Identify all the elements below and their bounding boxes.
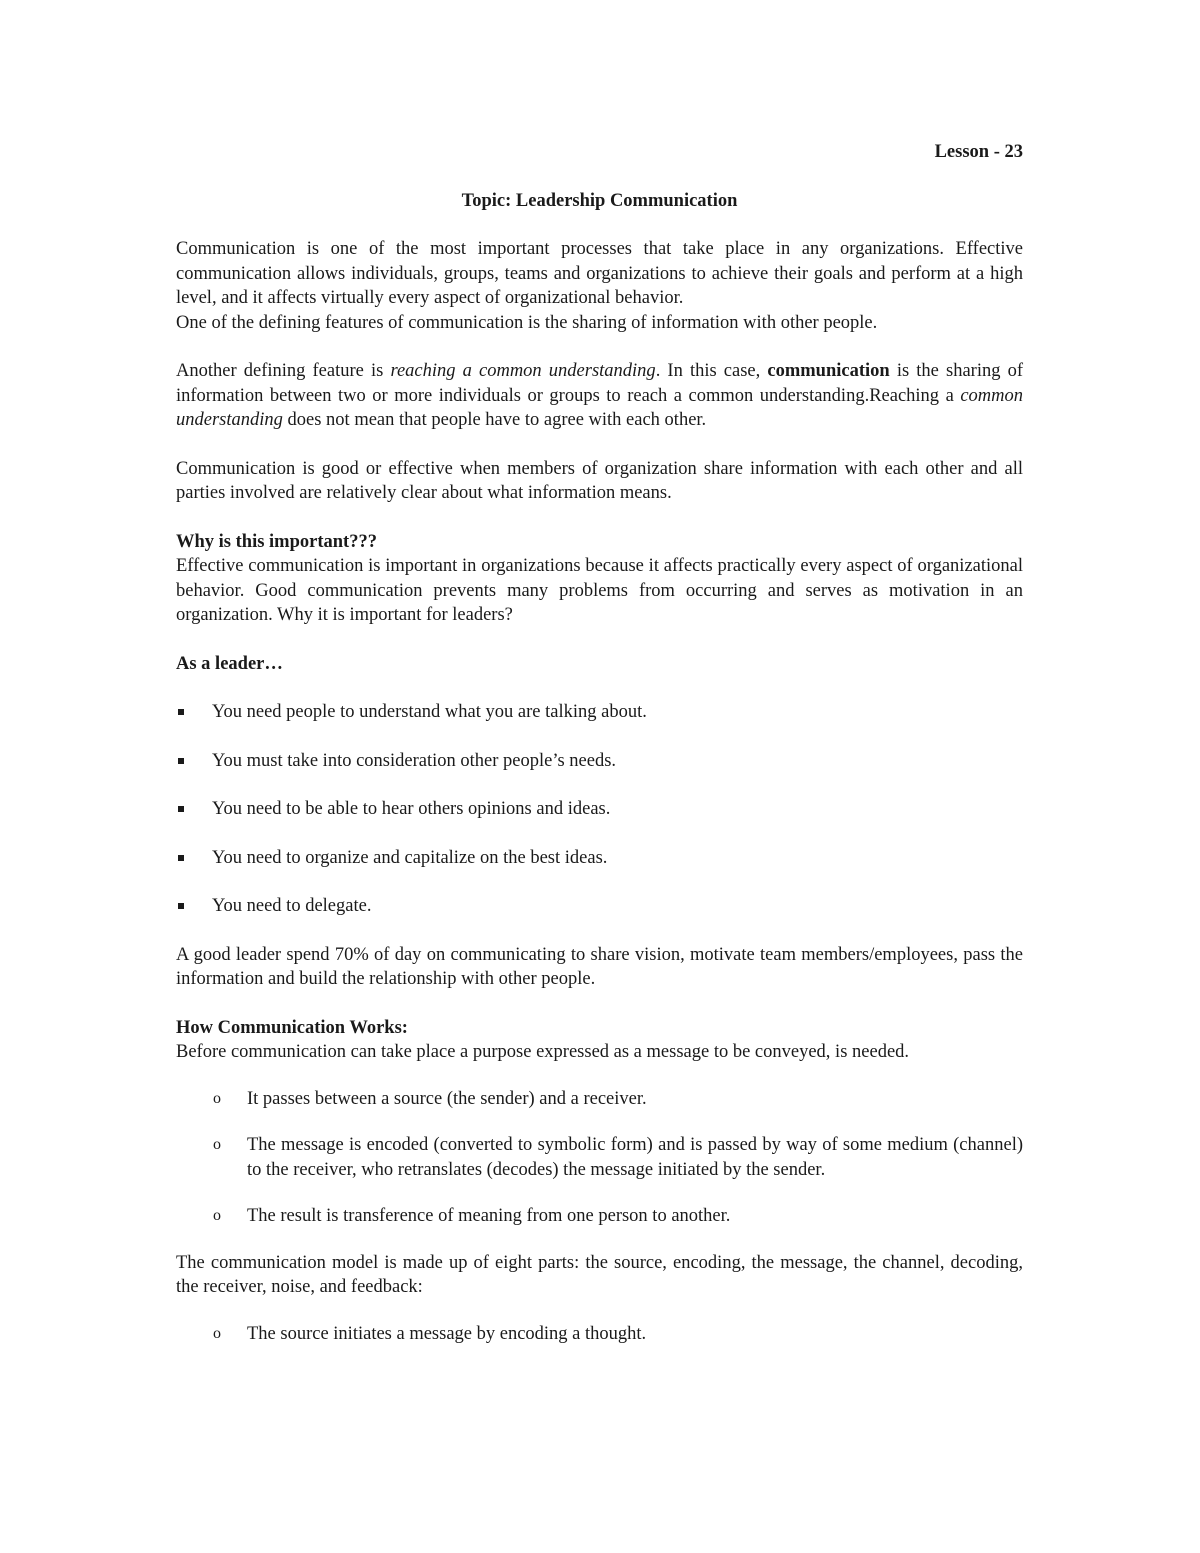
effective-paragraph: Communication is good or effective when members of organization share information with each other and all parties involved are relatively clear about what information means. [176, 458, 1023, 503]
list-item [176, 894, 1023, 919]
bold-term: communication [767, 361, 890, 381]
text-segment: is the sharing of information between two or more individuals or groups to reach a common understanding.Reaching a [176, 361, 1023, 406]
text-segment: does not mean that people have to agree with each other. [282, 410, 707, 430]
section-heading-leader: As a leader… [176, 653, 283, 674]
leader-bullet-list [176, 700, 1023, 919]
square-bullet-icon [178, 758, 184, 764]
defining-feature-paragraph [176, 359, 1023, 433]
square-bullet-icon [178, 806, 184, 812]
list-item-text: You need people to understand what you are talking about. [212, 702, 647, 722]
list-item [212, 1133, 1023, 1182]
list-item [212, 1322, 1023, 1347]
circle-bullet-icon: o [213, 1207, 221, 1224]
list-item-text: You need to delegate. [212, 896, 372, 916]
list-item-text: It passes between a source (the sender) and a receiver. [247, 1088, 647, 1109]
list-item-text: The message is encoded (converted to symbolic form) and is passed by way of some medium (channel) to the receiver, who retranslates (decodes) the message initiated by the sender. [247, 1135, 1023, 1180]
lesson-number: Lesson - 23 [934, 142, 1023, 162]
section-heading-why: Why is this important??? [176, 531, 377, 552]
text-segment: . In this case, [655, 361, 768, 381]
list-item [176, 749, 1023, 774]
list-item [176, 846, 1023, 871]
list-item-text: The source initiates a message by encoding a thought. [247, 1323, 647, 1344]
section-heading-how: How Communication Works: [176, 1017, 408, 1038]
circle-bullet-icon: o [213, 1136, 221, 1153]
square-bullet-icon [178, 709, 184, 715]
list-item-text: You must take into consideration other people’s needs. [212, 750, 617, 771]
text-segment: Another defining feature is [176, 361, 391, 381]
how-circle-list [176, 1087, 1023, 1229]
why-paragraph: Effective communication is important in organizations because it affects practically every aspect of organizational behavior. Good communication prevents many problems from occurring and serves as motivation in an organization. Why it is important for leaders? [176, 556, 1023, 625]
square-bullet-icon [178, 855, 184, 861]
list-item [176, 797, 1023, 822]
intro-paragraph: Communication is one of the most important processes that take place in any organizations. Effective communication allows individuals, groups, teams and organizations to achieve their goals and perform at a high level, and it affects virtually every aspect of organizational behavior. [176, 239, 1023, 308]
leader-summary-paragraph: A good leader spend 70% of day on communicating to share vision, motivate team members/employees, pass the information and build the relationship with other people. [176, 944, 1023, 989]
list-item [176, 700, 1023, 725]
square-bullet-icon [178, 903, 184, 909]
list-item [212, 1087, 1023, 1112]
list-item-text: The result is transference of meaning from one person to another. [247, 1206, 731, 1226]
page-title: Topic: Leadership Communication [461, 190, 738, 211]
circle-bullet-icon: o [213, 1324, 221, 1342]
emphasis-text: common understanding [176, 385, 1023, 430]
model-paragraph: The communication model is made up of eight parts: the source, encoding, the message, the channel, decoding, the receiver, noise, and feedback: [176, 1252, 1023, 1297]
model-circle-list [176, 1322, 1023, 1347]
list-item [212, 1204, 1023, 1229]
circle-bullet-icon: o [213, 1089, 221, 1107]
list-item-text: You need to be able to hear others opinions and ideas. [212, 799, 611, 819]
list-item-text: You need to organize and capitalize on the best ideas. [212, 847, 608, 868]
how-intro-paragraph: Before communication can take place a purpose expressed as a message to be conveyed, is needed. [176, 1042, 910, 1062]
intro-paragraph-2: One of the defining features of communication is the sharing of information with other people. [176, 312, 878, 333]
emphasis-text: reaching a common understanding [390, 361, 656, 381]
document-page [176, 140, 1023, 1368]
